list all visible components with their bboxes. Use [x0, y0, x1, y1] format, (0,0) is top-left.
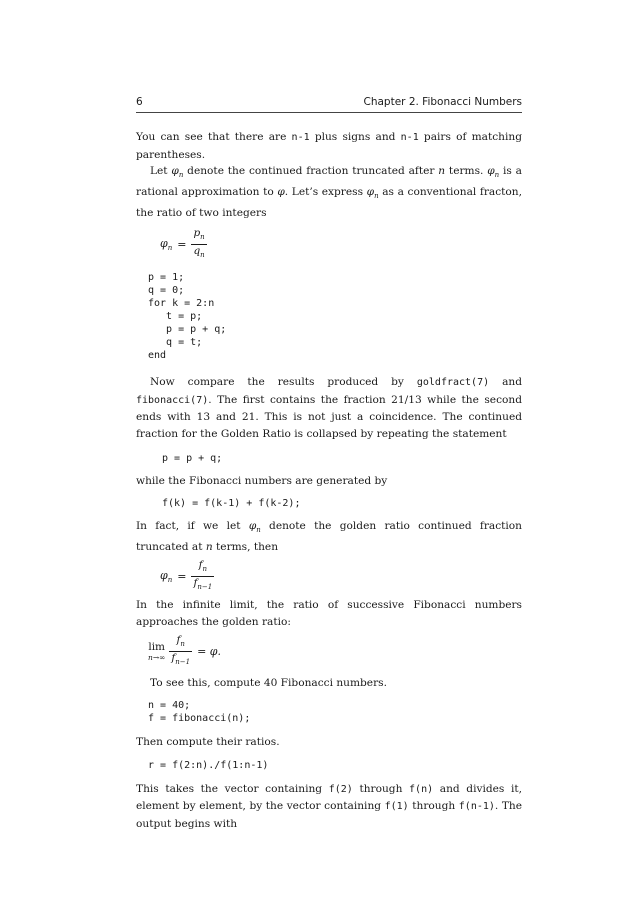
text: This takes the vector containing — [136, 782, 329, 795]
inline-code: fibonacci(7) — [136, 394, 209, 406]
paragraph-3 — [136, 374, 522, 442]
chapter-title: Chapter 2. Fibonacci Numbers — [363, 96, 522, 108]
page-content — [136, 96, 522, 833]
text: pairs of matching parentheses. — [136, 131, 522, 161]
text: You can see that there are — [136, 131, 292, 143]
inline-code: f(n) — [409, 783, 434, 795]
text: is a rational approximation to — [136, 165, 522, 198]
inline-code: f(n-1) — [458, 801, 495, 813]
fraction-p-over-q: $\frac{p_n}{q_n}$ — [193, 226, 205, 259]
text: plus signs and — [309, 131, 401, 143]
math-n: n — [205, 540, 213, 553]
phi-n: $\varphi_n$ — [366, 185, 379, 200]
paragraph-6: In the infinite limit, the ratio of successive Fibonacci numbers approaches the golden ratio: — [136, 599, 522, 629]
fraction-f-over-f: $\frac{f_n}{f_{n-1}}$ — [193, 558, 213, 592]
text: Let — [150, 165, 172, 178]
inline-code: n-1 — [291, 132, 310, 143]
code-block-ratio: r = f(2:n)./f(1:n-1) — [148, 759, 269, 771]
text: and divides it, element by element, by the vector containing — [136, 782, 522, 813]
limit-operator: lim n→∞ — [148, 640, 166, 662]
phi-n: $\varphi_n$ — [487, 165, 500, 180]
inline-code: f(1) — [384, 801, 409, 813]
equation-limit: lim n→∞ $\frac{f_n}{f_{n-1}}$ = φ. — [148, 635, 522, 669]
text: terms. — [445, 165, 488, 178]
text: Now compare the results produced by — [150, 376, 417, 389]
text: denote the continued fraction truncated after — [183, 165, 439, 178]
text: through — [408, 800, 459, 813]
text: In fact, if we let — [136, 520, 249, 533]
text: . Let’s express — [284, 185, 367, 198]
text: . The output begins with — [136, 800, 522, 831]
code-block-fib: f(k) = f(k-1) + f(k-2); — [162, 498, 301, 510]
page-number: 6 — [136, 96, 143, 108]
code-block-update: p = p + q; — [162, 452, 223, 464]
math-n: n — [438, 165, 446, 178]
text: as a conventional fracton, the ratio of two integers — [136, 185, 522, 219]
inline-code: goldfract(7) — [416, 377, 490, 389]
fraction-limit: $\frac{f_n}{f_{n-1}}$ — [171, 634, 191, 667]
paragraph-4: while the Fibonacci numbers are generated by — [136, 474, 388, 487]
paragraph-9 — [136, 781, 522, 833]
page-header — [136, 96, 522, 113]
paragraph-1 — [136, 129, 522, 163]
code-block-n40: n = 40; f = fibonacci(n); — [148, 700, 251, 725]
paragraph-5 — [136, 518, 522, 555]
code-block-loop: p = 1; q = 0; for k = 2:n t = p; p = p + q; q = t; end — [148, 272, 227, 362]
equation-phi-ff: $\varphi_n$ = $\frac{f_n}{f_{n-1}}$ — [160, 559, 522, 593]
text: and — [489, 376, 522, 389]
text: terms, then — [212, 540, 279, 553]
phi-n: $\varphi_n$ — [171, 165, 184, 180]
paragraph-8: Then compute their ratios. — [136, 736, 280, 749]
text: denote the golden ratio continued fraction truncated at — [136, 520, 522, 553]
phi: φ — [277, 185, 285, 198]
paragraph-2 — [136, 163, 522, 221]
equation-phi-pq: $\varphi_n$ = $\frac{p_n}{q_n}$ — [160, 227, 522, 261]
paragraph-7: To see this, compute 40 Fibonacci numbers. — [150, 676, 387, 689]
inline-code: n-1 — [400, 132, 419, 143]
text: . The first contains the fraction 21/13 while the second ends with 13 and 21. This is not just a coincidence. The continued fraction for the Golden Ratio is collapsed by repeating the statement — [136, 393, 522, 440]
phi-n: $\varphi_n$ — [248, 520, 261, 535]
text: through — [352, 782, 410, 795]
inline-code: f(2) — [328, 783, 353, 795]
